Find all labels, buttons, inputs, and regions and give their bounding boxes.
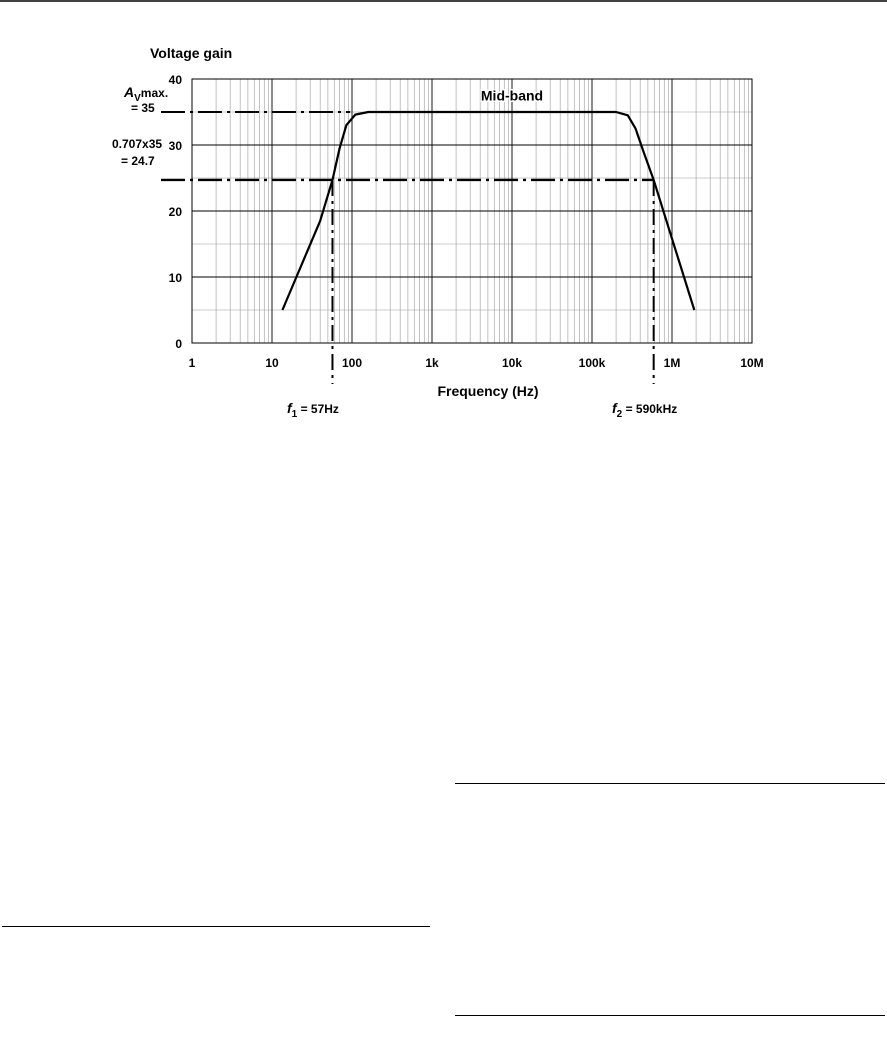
column-rule-left <box>2 926 430 927</box>
y-tick-label: 10 <box>168 271 182 285</box>
y-tick-label: 20 <box>168 205 182 219</box>
major-grid <box>192 79 752 343</box>
f1-label <box>287 400 339 420</box>
x-tick-label: 10M <box>740 356 764 370</box>
f2-label-symbol: f <box>612 400 617 416</box>
y-tick-labels <box>169 73 183 351</box>
x-tick-label: 1M <box>663 356 681 370</box>
y-tick-label: 30 <box>168 139 182 153</box>
x-tick-label: 10 <box>265 356 279 370</box>
x-tick-label: 10k <box>501 356 523 370</box>
f1-label-subscript: 1 <box>291 409 298 420</box>
x-tick-label: 1k <box>425 356 439 370</box>
max-gain-subscript: V <box>134 93 141 104</box>
y-axis-label: Voltage gain <box>150 45 233 61</box>
max-gain-symbol: A <box>124 84 135 100</box>
x-tick-label: 100k <box>578 356 606 370</box>
x-axis-label: Frequency (Hz) <box>437 383 539 399</box>
column-rule-right-lower <box>455 1015 885 1016</box>
x-tick-label: 100 <box>341 356 363 370</box>
x-tick-label: 1 <box>188 356 196 370</box>
y-tick-label: 40 <box>168 73 182 87</box>
max-gain-text: max. <box>140 86 169 100</box>
f1-label-symbol: f <box>287 400 292 416</box>
f2-label-text: = 590kHz <box>622 402 678 416</box>
f2-label-subscript: 2 <box>616 409 623 420</box>
column-rule-right-upper <box>455 783 885 784</box>
f2-label <box>612 400 677 420</box>
max-gain-value-label: = 35 <box>131 101 155 115</box>
x-tick-labels <box>189 356 764 370</box>
cutoff-gain-label: 0.707x35 <box>112 137 163 151</box>
chart-annotations <box>481 88 543 104</box>
mid-band-annotation: Mid-band <box>480 87 544 104</box>
y-tick-label: 0 <box>175 337 182 351</box>
cutoff-gain-value-label: = 24.7 <box>121 154 155 168</box>
f1-label-text: = 57Hz <box>297 402 339 416</box>
